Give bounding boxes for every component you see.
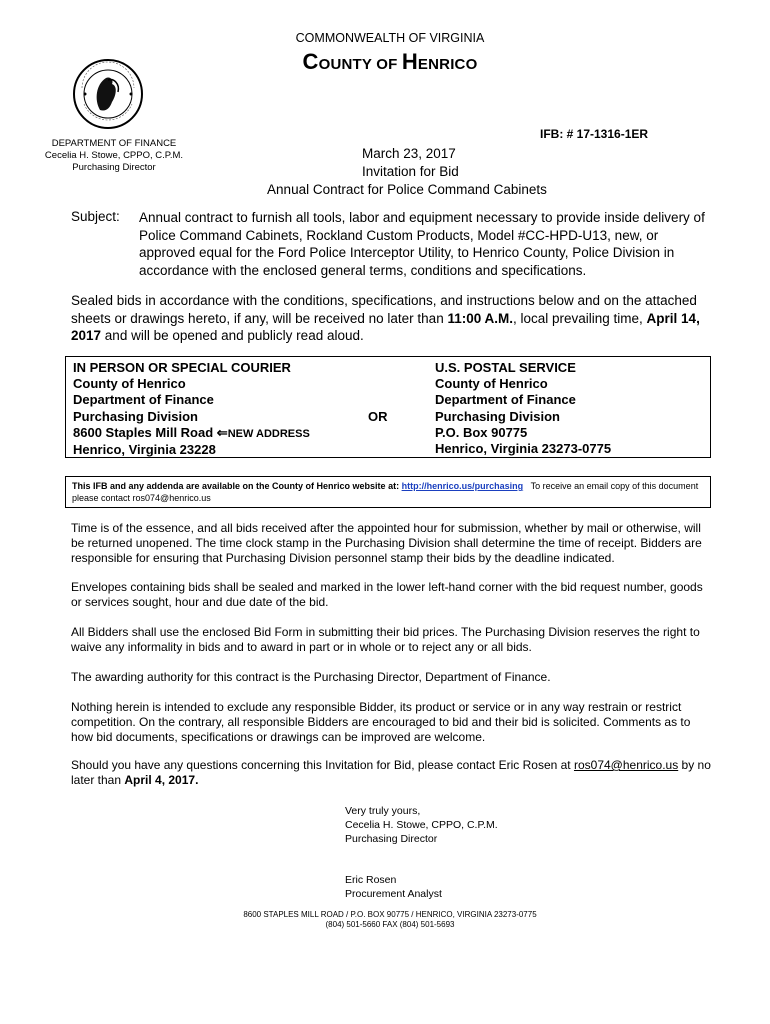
signer-name-2: Eric Rosen — [345, 874, 397, 886]
postal-line-city: Henrico, Virginia 23273-0775 — [435, 441, 612, 457]
new-address-note: NEW ADDRESS — [227, 427, 310, 440]
county-enrico: ENRICO — [417, 56, 478, 73]
subject-text: Annual contract to furnish all tools, labor and equipment necessary to provide inside delivery of Police Command Cabinets, Rockland Custom Products, Model #CC-HPD-U13, new, or approved equal for the Ford Police Interceptor Utility, to Henrico County, Police Division in accordance with the enclosed general terms, conditions and specifications. — [139, 210, 705, 278]
postal-line-county: County of Henrico — [435, 376, 548, 392]
courier-address — [73, 360, 310, 458]
footer-phone: (804) 501-5660 FAX (804) 501-5693 — [325, 920, 455, 929]
sealed-bids-text-3: and will be opened and publicly read aloud. — [101, 328, 364, 343]
subject-label: Subject: — [71, 209, 120, 224]
department-title: Purchasing Director — [72, 162, 156, 173]
or-separator: OR — [368, 409, 388, 424]
department-person: Cecelia H. Stowe, CPPO, C.P.M. — [44, 150, 184, 161]
competition-paragraph: Nothing herein is intended to exclude any responsible Bidder, its product or service or in any way restrain or restrict competition. On the contrary, all responsible Bidders are encouraged to bid and their bid is solicited. Comments as to how bid documents, specifications or drawings can be improved are welcome. — [71, 700, 691, 744]
bid-due-time: 11:00 A.M. — [447, 310, 513, 326]
questions-text: Should you have any questions concerning this Invitation for Bid, please contact Eric Rosen at — [71, 758, 574, 772]
contact-email-link[interactable]: ros074@henrico.us — [573, 758, 679, 772]
commonwealth-heading: COMMONWEALTH OF VIRGINIA — [295, 31, 485, 45]
county-initial-c: C — [302, 49, 319, 74]
web-notice-box — [65, 476, 711, 508]
courier-line-street — [73, 425, 310, 442]
envelopes-paragraph: Envelopes containing bids shall be sealed and marked in the lower left-hand corner with the bid request number, goods or services sought, hour and due date of the bid. — [71, 580, 703, 609]
courier-line-city: Henrico, Virginia 23228 — [73, 442, 216, 458]
purchasing-website-link[interactable]: http://henrico.us/purchasing — [401, 481, 524, 491]
sealed-bids-text-2: , local prevailing time, — [512, 310, 647, 326]
bid-due-date: April 14, 2017 — [71, 310, 700, 343]
letter-date: March 23, 2017 — [362, 146, 456, 161]
county-initial-h: H — [401, 49, 418, 74]
postal-line-pobox: P.O. Box 90775 — [435, 424, 528, 440]
signature-block — [345, 804, 498, 901]
postal-line-division: Purchasing Division — [435, 408, 560, 424]
left-arrow-icon: ⇐ — [216, 424, 228, 440]
ifb-number: IFB: # 17-1316-1ER — [540, 127, 649, 141]
department-block — [34, 138, 194, 174]
postal-address — [435, 360, 611, 457]
address-box — [65, 356, 711, 458]
postal-line-dept: Department of Finance — [435, 392, 576, 408]
courier-line-county: County of Henrico — [73, 376, 186, 392]
county-seal-logo — [72, 58, 144, 130]
letter-title: Annual Contract for Police Command Cabinets — [267, 182, 547, 197]
courier-line-division: Purchasing Division — [73, 408, 198, 424]
footer — [0, 910, 770, 930]
questions-paragraph — [71, 758, 711, 788]
web-notice-email-note: To receive an email copy of this document please contact ros074@henrico.us — [72, 481, 699, 503]
sealed-bids-paragraph — [71, 292, 711, 345]
authority-paragraph: The awarding authority for this contract is the Purchasing Director, Department of Finance. — [71, 670, 551, 684]
courier-heading: IN PERSON OR SPECIAL COURIER — [73, 360, 291, 375]
sealed-bids-text-1: Sealed bids in accordance with the conditions, specifications, and instructions below and on the attached sheets or drawings hereto, if any, will be received no later than — [71, 293, 697, 326]
questions-deadline: April 4, 2017. — [124, 773, 199, 787]
closing: Very truly yours, — [345, 805, 421, 817]
footer-address: 8600 STAPLES MILL ROAD / P.O. BOX 90775 / HENRICO, VIRGINIA 23273-0775 — [243, 910, 537, 919]
web-notice-text: This IFB and any addenda are available on the County of Henrico website at: — [72, 481, 402, 491]
bid-form-paragraph: All Bidders shall use the enclosed Bid Form in submitting their bid prices. The Purchasing Division reserves the right to waive any informality in bids and to award in part or in whole or to reject any or all bids. — [71, 625, 700, 654]
courier-line-dept: Department of Finance — [73, 392, 214, 408]
letter-type: Invitation for Bid — [362, 164, 459, 179]
county-ounty-of: OUNTY OF — [318, 56, 402, 73]
postal-heading: U.S. POSTAL SERVICE — [435, 360, 576, 375]
time-paragraph: Time is of the essence, and all bids received after the appointed hour for submission, whether by mail or otherwise, will be returned unopened. The time clock stamp in the Purchasing Division shall determine the time of receipt. Bidders are responsible for ensuring that Purchasing Division personnel stamp their bids by the deadline indicated. — [71, 521, 702, 565]
date-block — [262, 145, 552, 199]
signer-title-1: Purchasing Director — [345, 833, 438, 845]
signer-title-2: Procurement Analyst — [345, 888, 442, 900]
department-name: DEPARTMENT OF FINANCE — [51, 138, 177, 149]
questions-text-2: by no later than — [71, 758, 711, 787]
signer-name-1: Cecelia H. Stowe, CPPO, C.P.M. — [345, 819, 498, 831]
courier-street: 8600 Staples Mill Road — [73, 424, 214, 440]
